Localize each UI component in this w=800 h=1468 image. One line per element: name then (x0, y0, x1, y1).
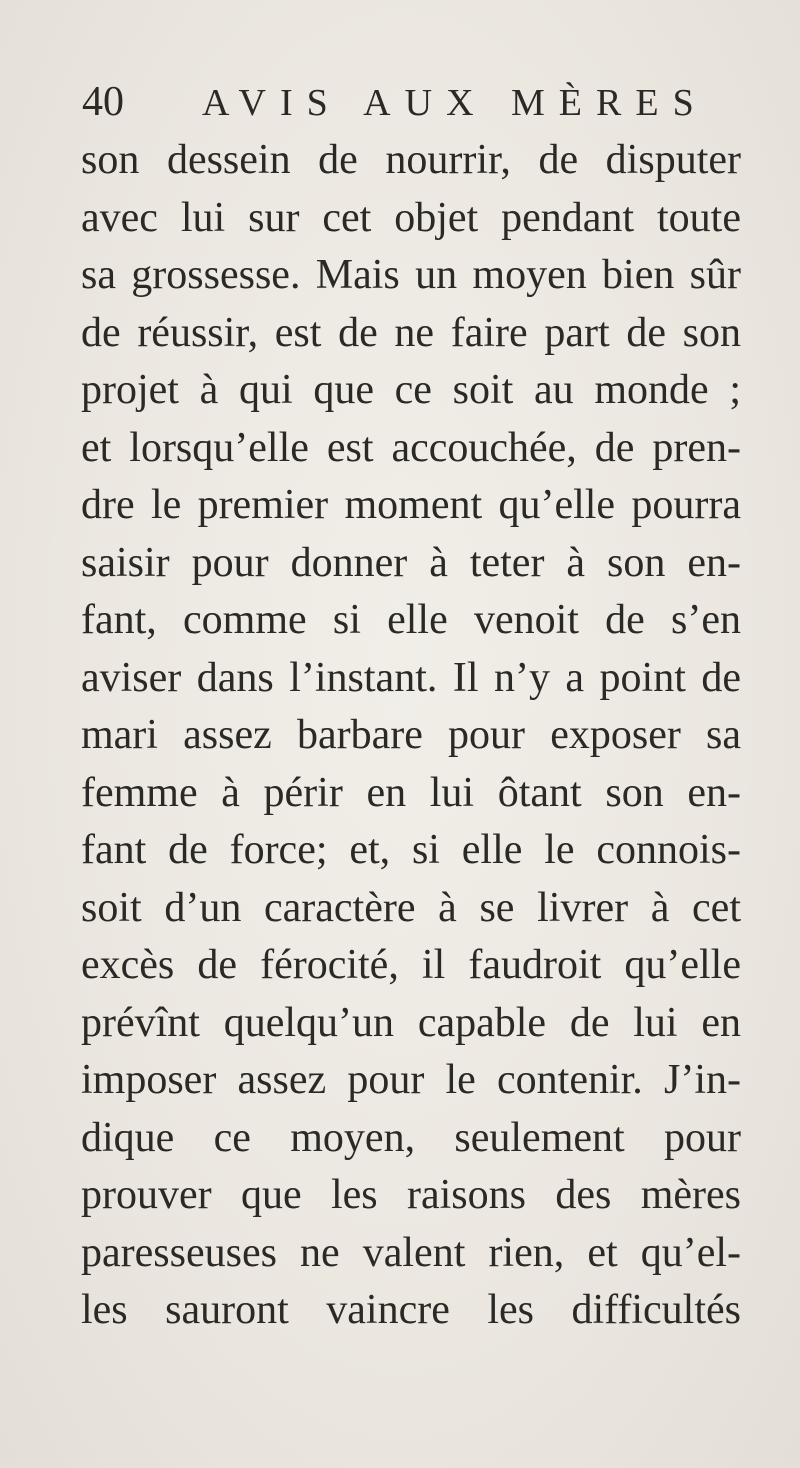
body-text (81, 132, 741, 1340)
text-line: saisir pour donner à teter à son en- (81, 539, 741, 586)
text-line: aviser dans l’instant. Il n’y a point de (81, 654, 741, 701)
running-head (82, 78, 722, 128)
text-line: de réussir, est de ne faire part de son (81, 309, 741, 356)
text-line: son dessein de nourrir, de disputer (81, 137, 741, 183)
running-title: AVIS AUX MÈRES (202, 82, 708, 124)
text-line: excès de férocité, il faudroit qu’elle (81, 942, 741, 988)
text-line: femme à périr en lui ôtant son en- (81, 769, 741, 816)
text-line: soit d’un caractère à se livrer à cet (81, 884, 741, 931)
text-line: prévînt quelqu’un capable de lui en (81, 999, 741, 1046)
text-line: les sauront vaincre les difficultés (81, 1287, 741, 1333)
text-line: mari assez barbare pour exposer sa (81, 712, 741, 758)
text-line: dique ce moyen, seulement pour (81, 1114, 741, 1161)
text-line: fant de force; et, si elle le connois- (81, 827, 741, 873)
text-line: prouver que les raisons des mères (81, 1172, 741, 1218)
text-line: dre le premier moment qu’elle pourra (81, 482, 741, 528)
page-number: 40 (82, 79, 124, 125)
text-line: et lorsqu’elle est accouchée, de pren- (81, 424, 741, 471)
text-line: avec lui sur cet objet pendant toute (81, 194, 741, 241)
text-line: fant, comme si elle venoit de s’en (81, 597, 741, 643)
text-line: paresseuses ne valent rien, et qu’el- (81, 1229, 741, 1276)
text-line: sa grossesse. Mais un moyen bien sûr (81, 252, 741, 298)
text-line: imposer assez pour le contenir. J’in- (81, 1057, 741, 1103)
text-line: projet à qui que ce soit au monde ; (81, 367, 741, 413)
